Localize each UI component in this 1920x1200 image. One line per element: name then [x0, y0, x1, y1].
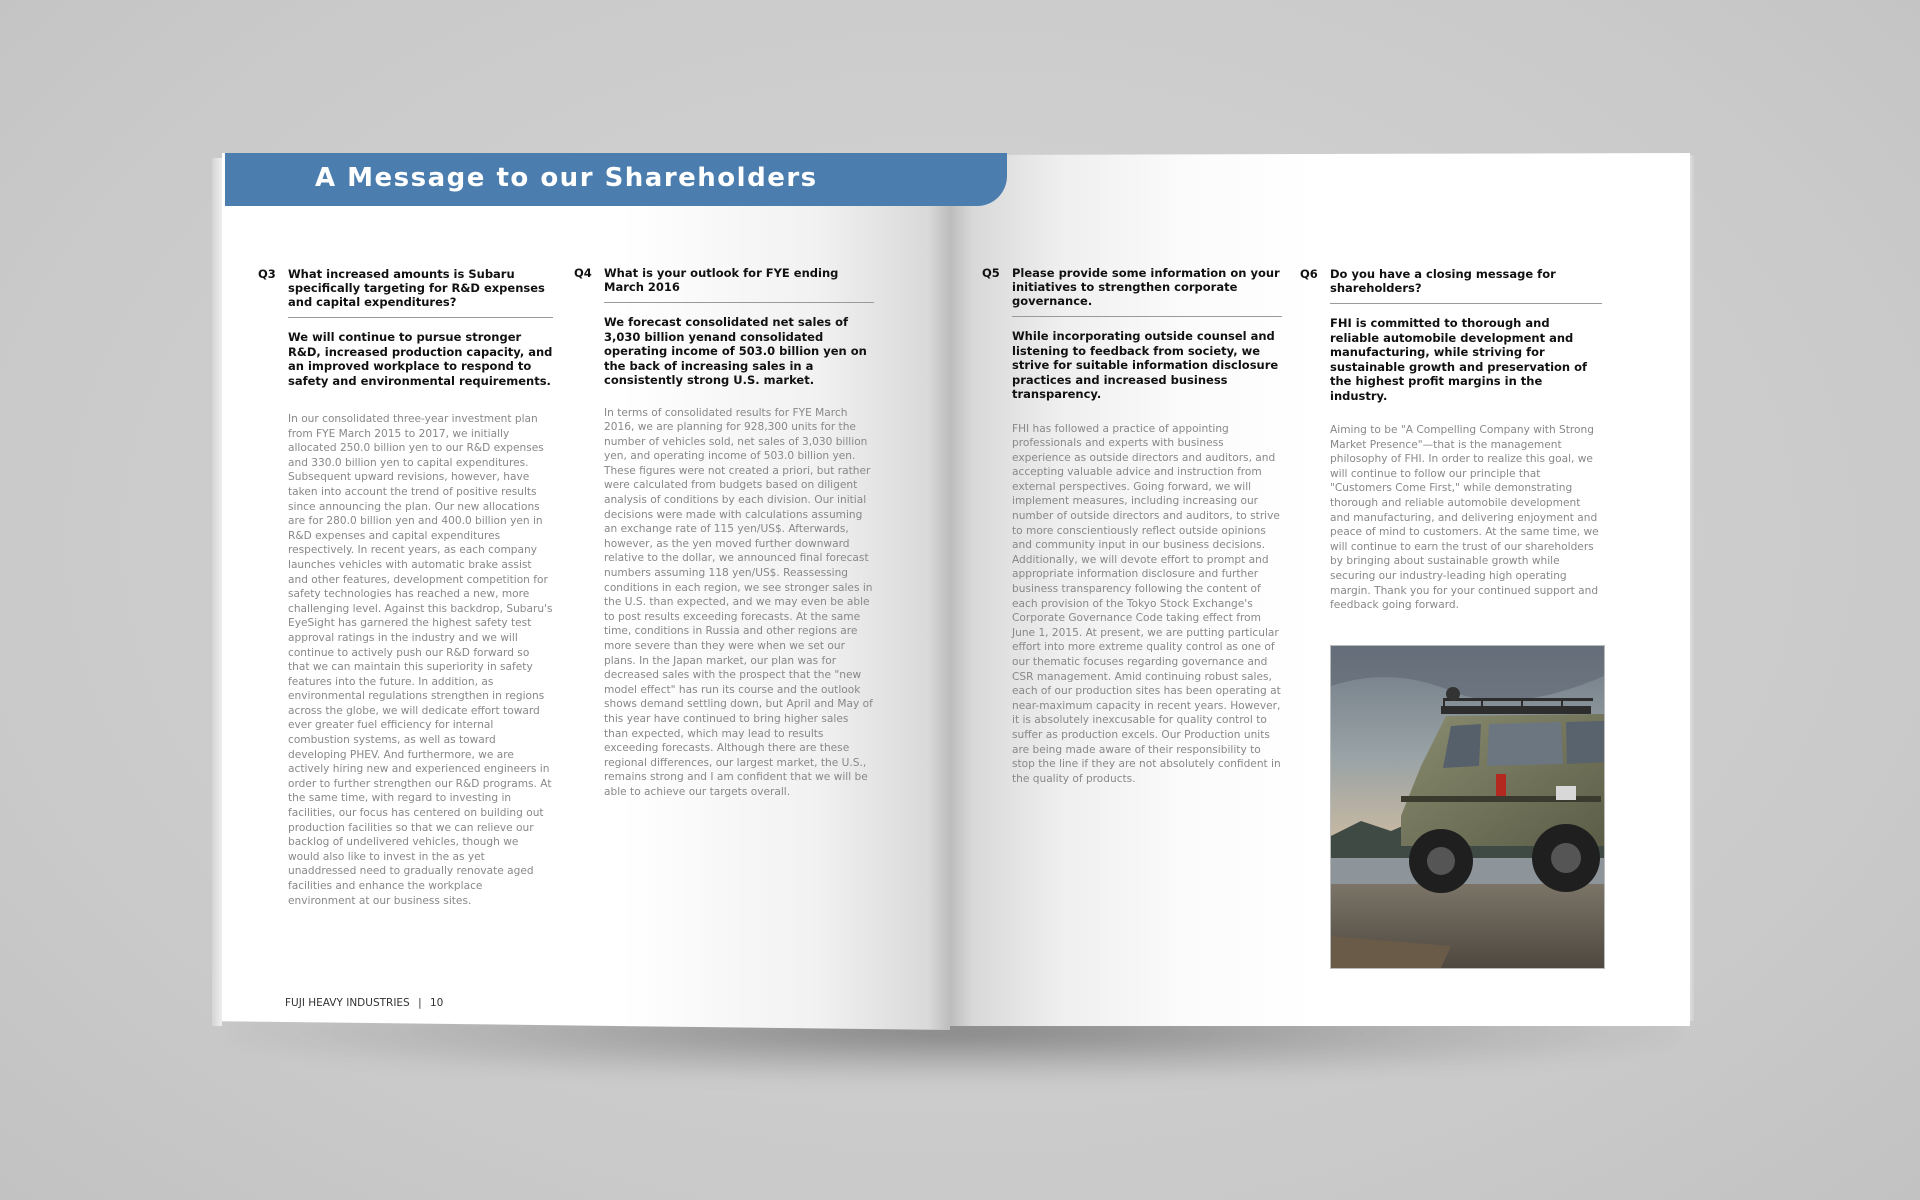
- question-number: Q3: [258, 267, 276, 281]
- section-q3: [258, 267, 553, 908]
- body-paragraph: FHI has followed a practice of appointing professionals and experts with business experience as outside directors and auditors, and accepting valuable advice and instruction from external perspectives. Going forward, we will implement measures, including increasing our number of outside directors and auditors, to strive to more conscientiously reflect outside opinions and community input in our business decisions. Additionally, we will devote effort to prompt and appropriate information disclosure and further business transparency following the content of each provision of the Tokyo Stock Exchange's Corporate Governance Code taking effect from June 1, 2015. At present, we are putting particular effort into more extreme quality control as one of our thematic focuses regarding governance and CSR management. Amid continuing robust sales, each of our production sites has been operating at near-maximum capacity in recent years. However, it is absolutely inexcusable for quality control to suffer as production excels. Our Production units are being made aware of their responsibility to stop the line if they are not absolutely confident in the quality of products.: [1012, 422, 1281, 785]
- section-q5: [982, 266, 1282, 786]
- header-banner: [225, 153, 1007, 206]
- divider: [1330, 303, 1602, 304]
- page-title: A Message to our Shareholders: [315, 163, 818, 193]
- body-paragraph: Aiming to be "A Compelling Company with Strong Market Presence"—that is the management philosophy of FHI. In order to realize this goal, we will continue to follow our principle that "Customers Come First," while demonstrating thorough and reliable automobile development and manufacturing, and delivering enjoyment and peace of mind to customers. At the same time, we will continue to earn the trust of our shareholders by bringing about sustainable growth while securing our industry-leading high operating margin. Thank you for your continued support and feedback going forward.: [1330, 424, 1599, 612]
- answer-summary: While incorporating outside counsel and listening to feedback from society, we strive for suitable information disclosure practices and increased business transparency.: [1012, 329, 1279, 401]
- question-text: Do you have a closing message for shareholders?: [1330, 267, 1556, 295]
- answer-summary: We will continue to pursue stronger R&D, increased production capacity, and an improved workplace to respond to safety and environmental requirements.: [288, 330, 553, 388]
- question-row: [258, 267, 553, 309]
- section-q4: [574, 266, 874, 800]
- question-number: Q5: [982, 266, 1000, 280]
- vehicle-photo: [1330, 645, 1605, 969]
- body-paragraph: In terms of consolidated results for FYE March 2016, we are planning for 928,300 units for the number of vehicles sold, net sales of 3,030 billion yen, and operating income of 503.0 billion yen. These figures were not created a priori, but rather were calculated from budgets based on diligent analysis of conditions by each division. Our initial decisions were made with calculations assuming an exchange rate of 115 yen/US$. Afterwards, however, as the yen moved further downward relative to the dollar, we announced final forecast numbers assuming 118 yen/US$. Reassessing conditions in each region, we see stronger sales in the U.S. than expected, and we may even be able to post results exceeding forecasts. At the same time, conditions in Russia and other regions are more severe than they were when we set our plans. In the Japan market, our plan was for decreased sales with the prospect that the "new model effect" has run its course and the outlook shows demand settling down, but April and May of this year have continued to bring higher sales than expected, which may lead to results exceeding forecasts. Although there are these regional differences, our largest market, the U.S., remains strong and I am confident that we will be able to achieve our targets overall.: [604, 406, 873, 798]
- body-paragraph: In our consolidated three-year investment plan from FYE March 2015 to 2017, we initially allocated 250.0 billion yen to our R&D expenses and 330.0 billion yen to capital expenditures. Subsequent upward revisions, however, have taken into account the trend of positive results since announcing the plan. Our new allocations are for 280.0 billion yen and 400.0 billion yen in R&D expenses and capital expenditures respectively. In recent years, as each company launches vehicles with automatic brake assist and other features, development competition for safety technologies has reached a new, more challenging level. Against this backdrop, Subaru's EyeSight has garnered the highest safety test approval ratings in the industry and we will continue to actively push our R&D forward so that we can maintain this superiority in safety features into the future. In addition, as environmental regulations strengthen in regions across the globe, we will dedicate effort toward ever greater fuel efficiency for internal combustion systems, as well as toward developing PHEV. And furthermore, we are actively hiring new and experienced engineers in order to further strengthen our R&D programs. At the same time, with regard to investing in facilities, our focus has centered on building out production facilities so that we can relieve our backlog of undelivered vehicles, though we would also like to invest in the as yet unaddressed need to gradually renovate aged facilities and enhance the workplace environment at our business sites.: [288, 413, 553, 907]
- question-number: Q4: [574, 266, 592, 280]
- question-row: [574, 266, 874, 294]
- footer-page-number: 10: [429, 997, 444, 1009]
- question-text: What is your outlook for FYE ending March 2016: [604, 266, 839, 294]
- question-text: Please provide some information on your initiatives to strengthen corporate governance.: [1012, 266, 1280, 308]
- divider: [288, 317, 553, 318]
- question-number: Q6: [1300, 267, 1318, 281]
- divider: [604, 302, 874, 303]
- answer-summary: FHI is committed to thorough and reliable automobile development and manufacturing, while striving for sustainable growth and preservation of the highest profit margins in the industry.: [1330, 316, 1588, 403]
- question-row: [1300, 267, 1602, 295]
- answer-summary: We forecast consolidated net sales of 3,030 billion yenand consolidated operating income of 503.0 billion yen on the back of increasing sales in a consistently strong U.S. market.: [604, 315, 867, 387]
- section-q6: [1300, 267, 1602, 613]
- divider: [1012, 316, 1282, 317]
- page-footer: [285, 997, 443, 1009]
- footer-separator: |: [418, 997, 422, 1009]
- left-page-stack-edge: [212, 158, 222, 1026]
- question-text: What increased amounts is Subaru specifically targeting for R&D expenses and capital expenditures?: [288, 267, 545, 309]
- footer-company: FUJI HEAVY INDUSTRIES: [285, 997, 410, 1009]
- question-row: [982, 266, 1282, 308]
